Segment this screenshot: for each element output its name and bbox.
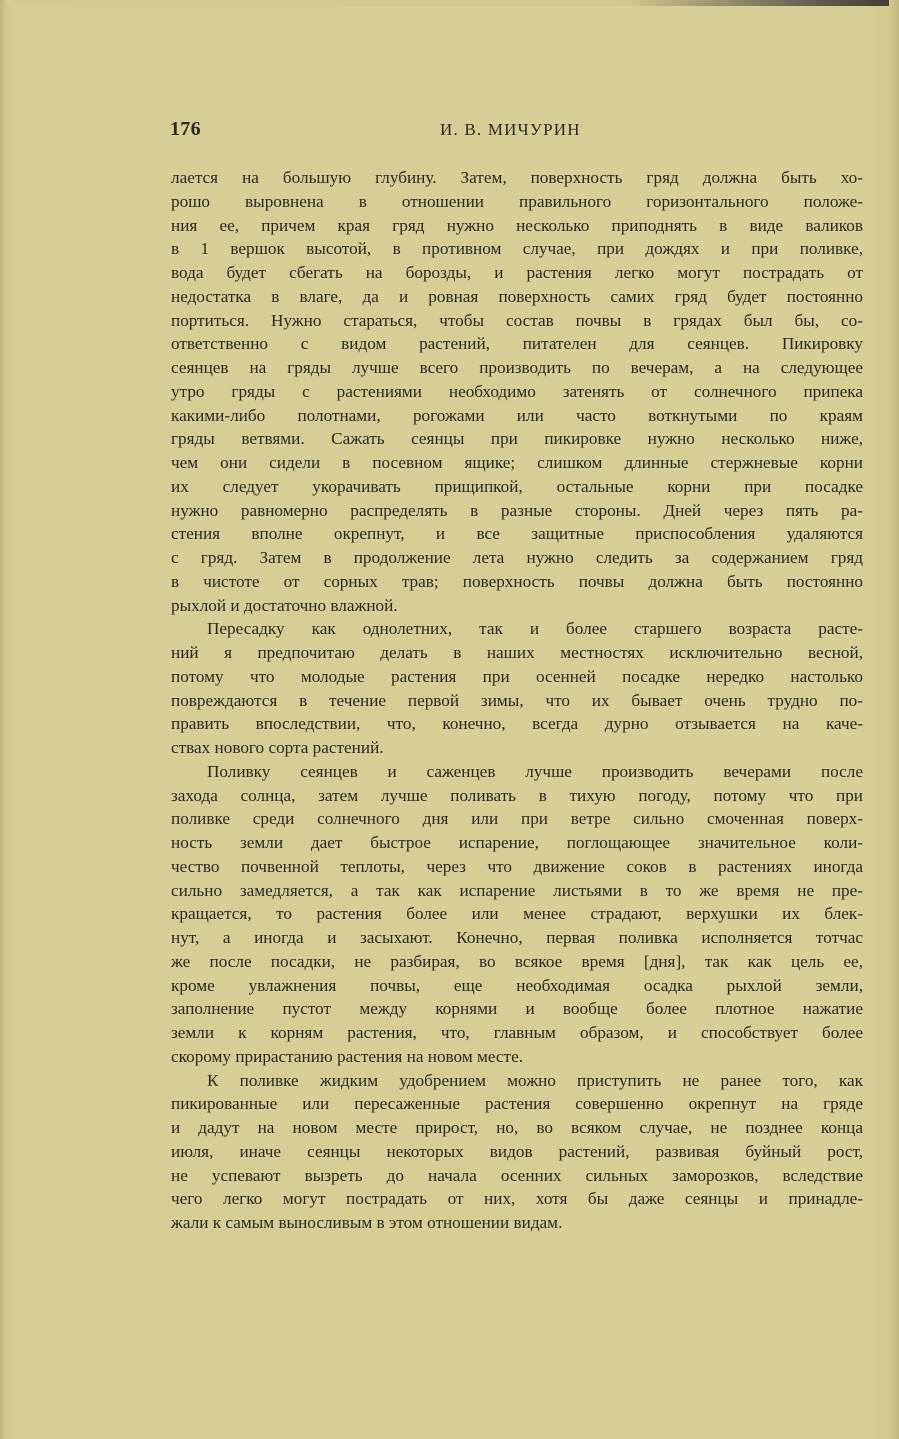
text-line: в чистоте от сорных трав; поверхность почвы должна быть постоянно <box>171 571 863 591</box>
text-line: какими-либо полотнами, рогожами или часто воткнутыми по краям <box>171 405 863 425</box>
text-line: же после посадки, не разбирая, во всякое время [дня], так как цель ее, <box>171 951 863 971</box>
text-line: стения вполне окрепнут, и все защитные приспособления удаляются <box>171 524 863 544</box>
text-line: Поливку сеянцев и саженцев лучше производить вечерами после <box>207 761 863 781</box>
page-header <box>170 118 865 148</box>
running-head: И. В. МИЧУРИН <box>440 120 581 139</box>
text-line: ответственно с видом растений, питателен для сеянцев. Пикировку <box>171 334 863 354</box>
text-line: Пересадку как однолетних, так и более старшего возраста расте- <box>207 619 863 639</box>
text-line: рыхлой и достаточно влажной. <box>171 595 398 615</box>
text-line: недостатка в влаге, да и ровная поверхность самих гряд будет постоянно <box>171 286 863 306</box>
text-line: гряды ветвями. Сажать сеянцы при пикировке нужно несколько ниже, <box>171 429 863 449</box>
text-line: чего легко могут пострадать от них, хотя бы даже сеянцы и принадле- <box>171 1189 863 1209</box>
text-line: земли к корням растения, что, главным образом, и способствует более <box>171 1023 863 1042</box>
text-line: ность земли дает быстрое испарение, поглощающее значительное коли- <box>171 833 863 852</box>
text-line: утро гряды с растениями необходимо затенять от солнечного припека <box>171 381 863 401</box>
text-line: сеянцев на гряды лучше всего производить по вечерам, а на следующее <box>171 358 863 377</box>
body-text <box>171 166 863 1235</box>
text-line: лается на большую глубину. Затем, поверхность гряд должна быть хо- <box>171 168 863 187</box>
page-left-edge <box>0 0 6 1439</box>
text-line: ствах нового сорта растений. <box>171 738 384 757</box>
text-line: заполнение пустот между корнями и вообще более плотное нажатие <box>171 999 863 1019</box>
text-line: ний я предпочитаю делать в наших местностях исключительно весной, <box>171 643 863 662</box>
text-line: потому что молодые растения при осенней посадке нередко настолько <box>171 666 863 686</box>
text-line: июля, иначе сеянцы некоторых видов растений, развивая буйный рост, <box>171 1141 863 1161</box>
paragraph <box>171 617 863 760</box>
text-line: их следует укорачивать прищипкой, остальные корни при посадке <box>171 476 863 496</box>
page-top-edge <box>0 0 899 6</box>
paragraph <box>171 166 863 617</box>
text-line: кращается, то растения более или менее страдают, верхушки их блек- <box>171 904 863 924</box>
paragraph <box>171 760 863 1069</box>
text-line: пикированные или пересаженные растения совершенно окрепнут на гряде <box>171 1094 863 1114</box>
text-line: жали к самым выносливым в этом отношении видам. <box>171 1213 563 1232</box>
text-line: поливке среди солнечного дня или при ветре сильно смоченная поверх- <box>171 809 863 829</box>
text-line: с гряд. Затем в продолжение лета нужно следить за содержанием гряд <box>171 548 863 567</box>
text-line: портиться. Нужно стараться, чтобы состав почвы в грядах был бы, со- <box>171 310 863 330</box>
text-line: чество почвенной теплоты, через что движение соков в растениях иногда <box>171 856 863 876</box>
page-right-edge <box>889 0 899 1439</box>
text-line: скорому прирастанию растения на новом месте. <box>171 1046 523 1066</box>
paragraph <box>171 1069 863 1235</box>
text-line: К поливке жидким удобрением можно приступить не ранее того, как <box>207 1070 863 1090</box>
page-number: 176 <box>170 118 201 140</box>
text-line: нужно равномерно распределять в разные стороны. Дней через пять ра- <box>171 500 863 520</box>
text-line: править впоследствии, что, конечно, всегда дурно отзывается на каче- <box>171 714 863 734</box>
text-line: вода будет сбегать на борозды, и растения легко могут пострадать от <box>171 263 863 282</box>
text-line: и дадут на новом месте прирост, но, во всяком случае, не позднее конца <box>171 1118 863 1137</box>
text-line: кроме увлажнения почвы, еще необходимая осадка рыхлой земли, <box>171 975 863 995</box>
text-line: в 1 вершок высотой, в противном случае, при дождях и при поливке, <box>171 239 863 259</box>
text-line: захода солнца, затем лучше поливать в тихую погоду, потому что при <box>171 785 863 805</box>
text-line: чем они сидели в посевном ящике; слишком длинные стержневые корни <box>171 453 863 472</box>
text-line: повреждаются в течение первой зимы, что их бывает очень трудно по- <box>171 690 863 710</box>
text-line: нут, а иногда и засыхают. Конечно, первая поливка исполняется тотчас <box>171 928 863 947</box>
text-line: не успевают вызреть до начала осенних сильных заморозков, вследствие <box>171 1165 863 1185</box>
text-line: ния ее, причем края гряд нужно несколько приподнять в виде валиков <box>171 215 863 235</box>
text-line: сильно замедляется, а так как испарение листьями в то же время не пре- <box>171 880 863 900</box>
text-line: рошо выровнена в отношении правильного горизонтального положе- <box>171 191 863 211</box>
